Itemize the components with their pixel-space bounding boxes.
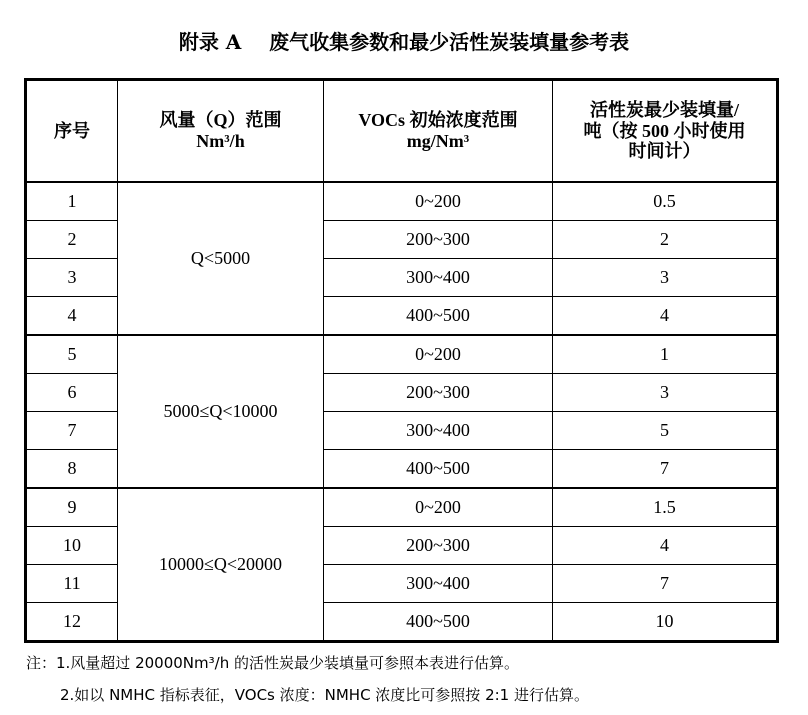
seq-cell: 5	[26, 335, 118, 374]
header-airflow: 风量（Q）范围 Nm³/h	[118, 80, 324, 183]
reference-table	[24, 78, 779, 643]
header-voc: VOCs 初始浓度范围 mg/Nm³	[324, 80, 553, 183]
header-row	[26, 80, 778, 183]
carbon-cell: 7	[553, 565, 778, 603]
seq-cell: 9	[26, 488, 118, 527]
table-row	[26, 182, 778, 221]
voc-cell: 400~500	[324, 450, 553, 489]
voc-cell: 0~200	[324, 335, 553, 374]
airflow-range-cell: Q<5000	[118, 182, 324, 335]
seq-cell: 2	[26, 221, 118, 259]
carbon-cell: 4	[553, 527, 778, 565]
footnote-2: 2.如以 NMHC 指标表征，VOCs 浓度：NMHC 浓度比可参照按 2:1 进行估算。	[60, 686, 589, 704]
seq-cell: 6	[26, 374, 118, 412]
table-title: 附录 A 废气收集参数和最少活性炭装填量参考表	[178, 30, 630, 54]
table-row	[26, 335, 778, 374]
voc-cell: 300~400	[324, 259, 553, 297]
voc-cell: 400~500	[324, 603, 553, 642]
seq-cell: 12	[26, 603, 118, 642]
carbon-cell: 1.5	[553, 488, 778, 527]
header-seq: 序号	[26, 80, 118, 183]
seq-cell: 8	[26, 450, 118, 489]
carbon-cell: 3	[553, 374, 778, 412]
voc-cell: 200~300	[324, 374, 553, 412]
airflow-range-cell: 5000≤Q<10000	[118, 335, 324, 488]
seq-cell: 7	[26, 412, 118, 450]
voc-cell: 400~500	[324, 297, 553, 336]
seq-cell: 10	[26, 527, 118, 565]
voc-cell: 300~400	[324, 565, 553, 603]
carbon-cell: 7	[553, 450, 778, 489]
voc-cell: 200~300	[324, 221, 553, 259]
carbon-cell: 4	[553, 297, 778, 336]
carbon-cell: 3	[553, 259, 778, 297]
voc-cell: 0~200	[324, 488, 553, 527]
seq-cell: 3	[26, 259, 118, 297]
seq-cell: 1	[26, 182, 118, 221]
seq-cell: 4	[26, 297, 118, 336]
header-carbon: 活性炭最少装填量/ 吨（按 500 小时使用 时间计）	[553, 80, 778, 183]
carbon-cell: 10	[553, 603, 778, 642]
carbon-cell: 1	[553, 335, 778, 374]
carbon-cell: 5	[553, 412, 778, 450]
footnote-1: 注：1.风量超过 20000Nm³/h 的活性炭最少装填量可参照本表进行估算。	[26, 654, 519, 672]
seq-cell: 11	[26, 565, 118, 603]
table-row	[26, 488, 778, 527]
carbon-cell: 0.5	[553, 182, 778, 221]
airflow-range-cell: 10000≤Q<20000	[118, 488, 324, 642]
voc-cell: 200~300	[324, 527, 553, 565]
voc-cell: 0~200	[324, 182, 553, 221]
carbon-cell: 2	[553, 221, 778, 259]
voc-cell: 300~400	[324, 412, 553, 450]
